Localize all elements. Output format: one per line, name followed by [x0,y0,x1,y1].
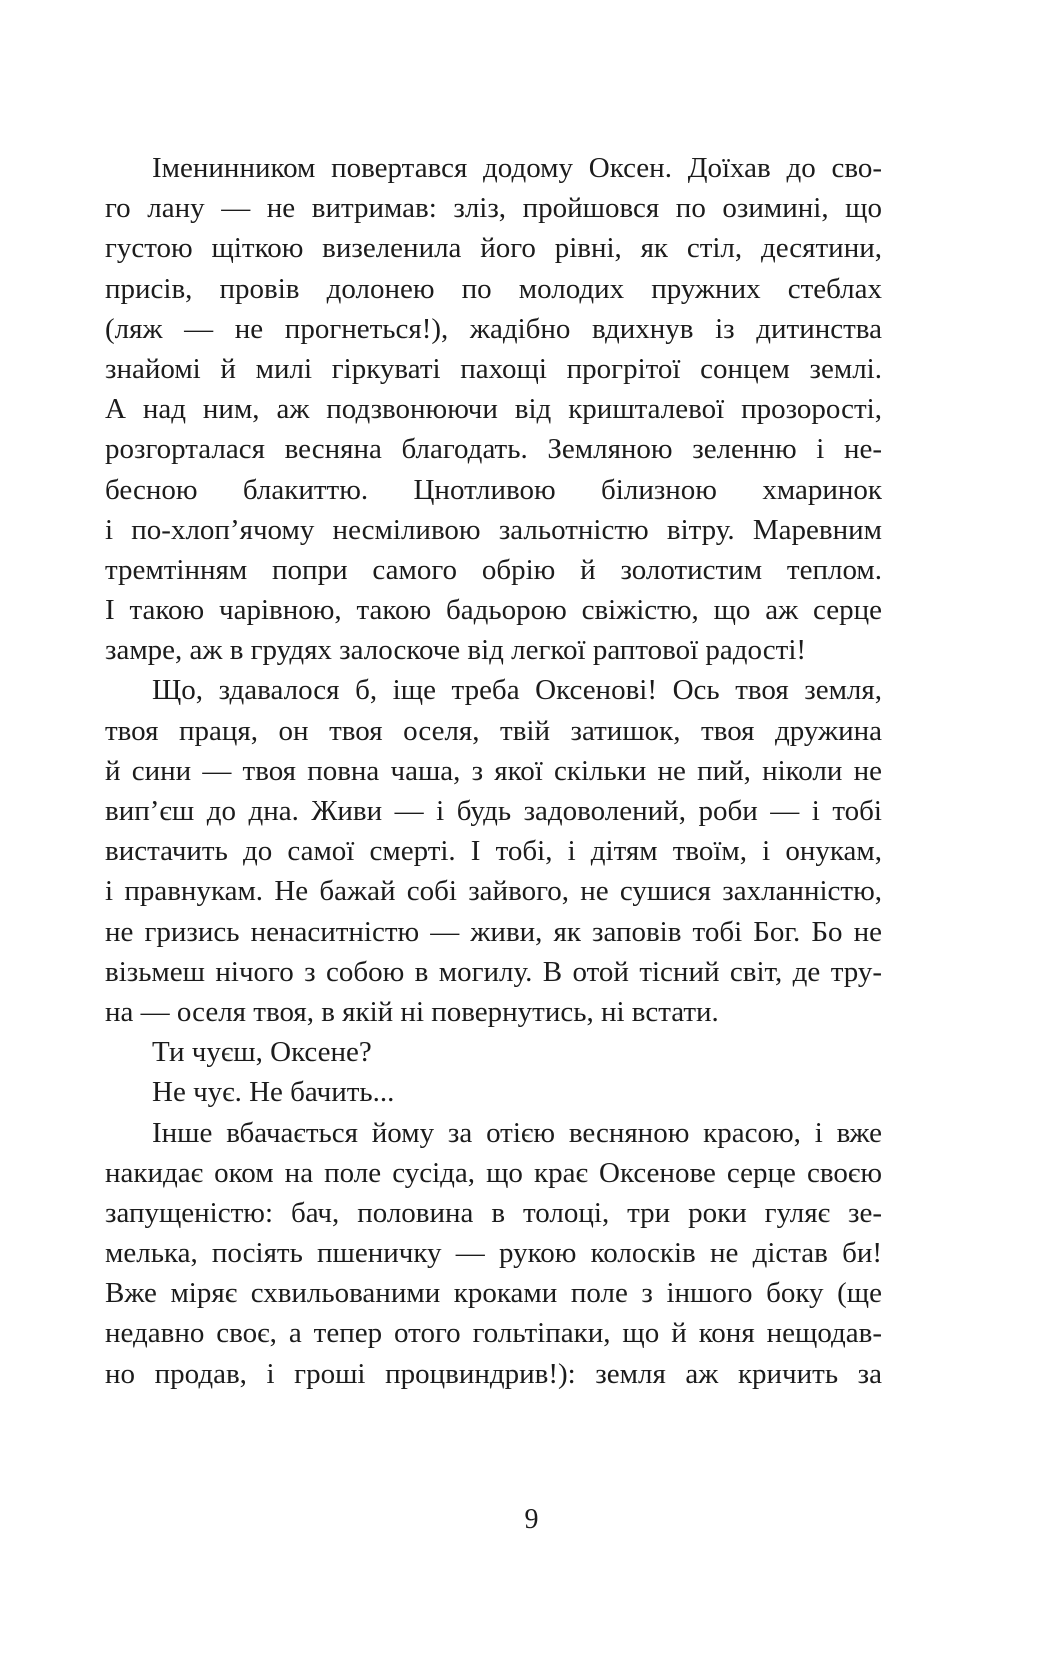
text-line: Не чує. Не бачить... [152,1076,395,1109]
text-line: замре, аж в грудях залоскоче від легкої раптової радості! [105,634,807,667]
text-line: розгорталася весняна благодать. Земляною зеленню і не- [105,433,882,466]
page-text [105,148,882,1394]
text-line: А над ним, аж подзвонюючи від кришталевої прозорості, [105,393,882,426]
text-line: не гризись ненаситністю — живи, як заповів тобі Бог. Бо не [105,915,882,948]
paragraph [105,1113,882,1394]
text-line: Вже міряє схвильованими кроками поле з іншого боку (ще [105,1277,882,1310]
text-line: густою щіткою визеленила його рівні, як стіл, десятини, [105,232,882,265]
text-line: візьмеш нічого з собою в могилу. В отой тісний світ, де тру- [105,955,882,988]
text-line: Ти чуєш, Оксене? [152,1036,372,1069]
text-line: Іменинником повертався додому Оксен. Доїхав до сво- [152,152,882,184]
text-line: твоя праця, он твоя оселя, твій затишок, твоя дружина [105,714,882,747]
paragraph [105,148,882,670]
text-line: Інше вбачається йому за отією весняною красою, і вже [152,1116,882,1149]
text-line: вистачить до самої смерті. І тобі, і дітям твоїм, і онукам, [105,835,882,868]
text-line: на — оселя твоя, в якій ні повернутись, ні встати. [105,995,719,1028]
page-number: 9 [524,1504,539,1535]
text-line: Що, здавалося б, іще треба Оксенові! Ось твоя земля, [152,674,882,707]
text-line: недавно своє, а тепер отого гольтіпаки, що й коня нещодав- [105,1317,882,1350]
paragraph [105,670,882,1032]
text-line: й сини — твоя повна чаша, з якої скільки не пий, ніколи не [105,754,882,787]
text-line: знайомі й милі гіркуваті пахощі прогрітої сонцем землі. [105,352,882,385]
text-line: мелька, посіять пшеничку — рукою колосків не дістав би! [105,1237,882,1270]
text-line: бесною блакиттю. Цнотливою білизною хмаринок [105,473,882,506]
text-line: і правнукам. Не бажай собі зайвого, не сушися захланністю, [105,875,882,908]
paragraph [105,1072,882,1112]
text-line: і по-хлоп’ячому несміливою зальотністю вітру. Маревним [105,513,882,546]
text-line: го лану — не витримав: зліз, пройшовся по озимині, що [105,192,882,225]
text-line: присів, провів долонею по молодих пружних стеблах [105,272,882,305]
text-line: вип’єш до дна. Живи — і будь задоволений, роби — і тобі [105,795,882,827]
text-line: (ляж — не прогнеться!), жадібно вдихнув із дитинства [105,312,882,345]
text-line: накидає оком на поле сусіда, що крає Оксенове серце своєю [105,1156,882,1189]
text-line: І такою чарівною, такою бадьорою свіжістю, що аж серце [105,594,882,627]
text-line: но продав, і гроші процвиндрив!): земля аж кричить за [105,1357,882,1390]
text-line: запущеністю: бач, половина в толоці, три роки гуляє зе- [105,1196,882,1229]
paragraph [105,1032,882,1072]
text-line: тремтінням попри самого обрію й золотистим теплом. [105,553,882,586]
